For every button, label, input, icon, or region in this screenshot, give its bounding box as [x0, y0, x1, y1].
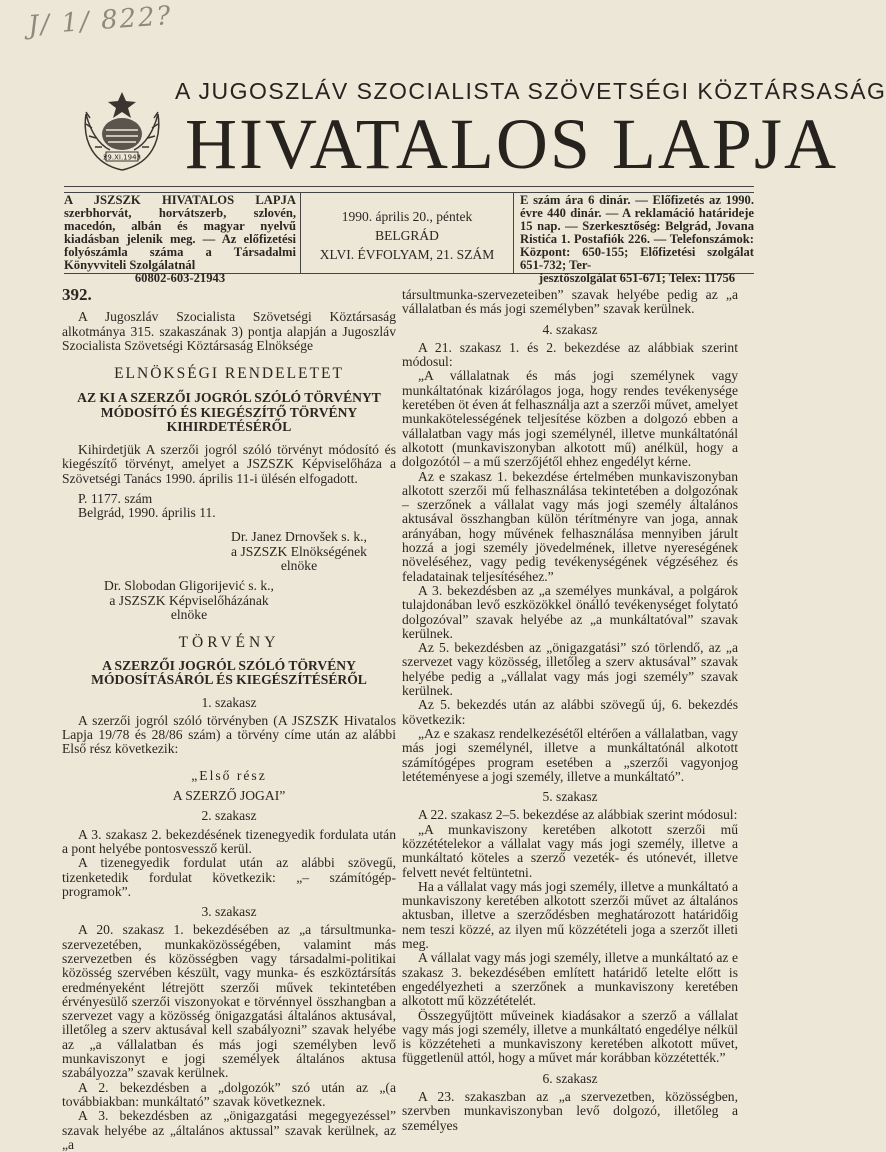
masthead-subtitle: A JUGOSZLÁV SZOCIALISTA SZÖVETSÉGI KÖZTÁRSASÁG	[175, 78, 886, 104]
section-4-para-7: „Az e szakasz rendelkezésétől eltérően a vállalatban, vagy más jogi személynél, illetve a munkáltatónál alkotott számítógépes program esetében a „szerzői vagyonjog letéteményese a jogi személy, illetve a munkáltató”.	[402, 725, 738, 784]
intro-paragraph: A Jugoszláv Szocialista Szövetségi Köztársaság alkotmánya 315. szakaszának 3) pontja alapján a Jugoszláv Szocialista Szövetségi Köztársaság Elnöksége	[62, 309, 396, 353]
issue-city: BELGRÁD	[375, 228, 439, 243]
issue-volume: XLVI. ÉVFOLYAM, 21. SZÁM	[319, 247, 495, 262]
law-heading: TÖRVÉNY	[178, 634, 280, 652]
section-4-para-3: Az e szakasz 1. bekezdése értelmében munkaviszonyban alkotott szerzői mű felhasználása tekintetében a dolgozónak – szerzőnek a vállalat vagy más jogi személy általános aktusával összhangban külön térítményre van joga, annak arányában, hogy művének felhasználása mennyiben járult hozzá a jogi személy jövedelmének, illetve nyereségének növeléséhez, vagy pedig tevékenységének végzéséhez és feladatainak teljesítéséhez.”	[402, 468, 738, 584]
section-4-para-4: A 3. bekezdésben az „a személyes munkával, a polgárok tulajdonában levő eszközökkel önálló tevékenységet folytató dolgozóval” szavak helyébe az „a munkáltatóval” szavak kerülnek.	[402, 582, 738, 641]
section-5-para-5: Összegyűjtött műveinek kiadásakor a szerző a vállalat vagy más jogi személy, illetve a munkáltató engedélye nélkül is közzéteheti a munkaviszony keretében alkotott művet, függetlenül attól, hogy a művet már korábban közzétették.”	[402, 1007, 738, 1066]
decree-heading: ELNÖKSÉGI RENDELETET	[114, 365, 344, 383]
proclamation-paragraph: Kihirdetjük A szerzői jogról szóló törvényt módosító és kiegészítő törvényt, amelyet a JSZSZK Képviselőháza a Szövetségi Tanács 1990. április 11-i ülésén elfogadott.	[62, 441, 396, 486]
section-5-para-2: „A munkaviszony keretében alkotott szerzői mű közzétételekor a vállalat vagy más jogi személy, illetve a munkáltató köteles a szerző vezeték- és utónevét, illetve felvett nevét feltüntetni.	[402, 821, 738, 880]
header-account: 60802-603-21943	[134, 271, 226, 285]
section-6-heading: 6. szakasz	[542, 1070, 598, 1086]
signature-2-role: a JSZSZK Képviselőházának	[109, 592, 269, 608]
decree-number: 392.	[62, 285, 92, 304]
section-3-para-3: A 3. bekezdésben az „önigazgatási megegyezéssel” szavak helyébe az „általános aktussal” szavak kerülnek, az „a	[62, 1108, 396, 1152]
header-info-box	[64, 192, 754, 285]
emblem-date: 29.XI.1943	[102, 153, 142, 162]
right-column	[402, 288, 738, 1133]
header-left-text: A JSZSZK HIVATALOS LAPJA szerbhorvát, horvátszerb, szlovén, macedón, albán és magyar nyelvű kiadásban jelenik meg. — Az előfizetési folyószámla száma a Társadalmi Könyvviteli Szolgálatnál	[64, 193, 296, 272]
place-date: Belgrád, 1990. április 11.	[78, 505, 216, 521]
section-5-heading: 5. szakasz	[542, 789, 598, 805]
signature-1-role: a JSZSZK Elnökségének	[231, 543, 367, 559]
signature-1-title: elnöke	[280, 558, 318, 574]
part-title: A SZERZŐ JOGAI”	[172, 788, 286, 804]
section-3-para-2: A 2. bekezdésben a „dolgozók” szó után az „(a továbbiakban: munkáltató” szavak következnek.	[62, 1079, 396, 1109]
section-6-para-1: A 23. szakaszban az „a szervezetben, közösségben, szervben munkaviszonyban levő dolgozó, illetőleg a személyes	[402, 1089, 738, 1133]
part-heading: „Első rész	[191, 767, 267, 783]
section-5-para-4: A vállalat vagy más jogi személy, illetve a munkáltató az e szakasz 3. bekezdésében említett határidő letelte előtt is engedélyezheti a szerzőnek a munkaviszony keretében alkotott mű közzétételét.	[402, 950, 738, 1009]
header-middle	[300, 193, 514, 273]
left-column	[62, 285, 396, 1152]
section-2-para-2: A tizenegyedik fordulat után az alábbi szövegű, tizenketedik fordulat következik: „– számítógép-programok”.	[62, 855, 396, 899]
section-5-para-1: A 22. szakasz 2–5. bekezdése az alábbiak szerint módosul:	[418, 807, 738, 823]
masthead-title: HIVATALOS LAPJA	[185, 104, 838, 184]
continuation-text: társultmunka-szervezeteiben” szavak helyébe pedig az „a vállalatban és más jogi személyben” szavak kerülnek.	[402, 287, 738, 317]
section-2-heading: 2. szakasz	[201, 808, 257, 824]
law-title: A SZERZŐI JOGRÓL SZÓLÓ TÖRVÉNY MÓDOSÍTÁSÁRÓL ÉS KIEGÉSZÍTÉSÉRŐL	[91, 657, 367, 688]
section-4-para-2: „A vállalatnak és más jogi személynek vagy munkáltatónak kizárólagos joga, hogy rendes tevékenysége keretében öt éven át felhasználja azt a szerzői művet, amelyet munkakötelességének teljesítése közben a dolgozó ebben a vállalatban vagy más jogi személynél, illetve munkáltatónál alkotott (munkaviszonyban alkotott mű) anélkül, hogy a dolgozótól – a mű szerzőjétől ehhez engedélyt kérne.	[402, 368, 738, 470]
section-3-heading: 3. szakasz	[201, 904, 257, 920]
section-4-para-1: A 21. szakasz 1. és 2. bekezdése az alábbiak szerint módosul:	[402, 339, 738, 370]
handwritten-note: J/ 1/ 822?	[27, 0, 174, 42]
section-1-text: A szerzői jogról szóló törvényben (A JSZSZK Hivatalos Lapja 19/78 és 28/86 szám) a törvény címe után az alábbi Első rész következik:	[62, 712, 396, 757]
p-number: P. 1177. szám	[78, 490, 153, 506]
section-3-para-1: A 20. szakasz 1. bekezdésében az „a társultmunka-szervezetében, munkaközösségében, valamint más szervezetben és közösségben vagy társadalmi-politikai közösség szervében készült, vagy munka- és eszköztársítás eredményeként létrejött szerzői művek tekintetében érvényesülő szerzői viszonyokat e törvénnyel összhangban a szervezet vagy a közösség önigazgatási általános aktusával, illetőleg a szerv aktusával kell szabályozni” szavak helyébe az „a vállalatban és más jogi személyben levő munkaviszonyt e jogi személyek általános aktusa szabályozza” szavak kerülnek.	[62, 922, 396, 1081]
header-right	[514, 193, 754, 285]
header-rule	[64, 186, 754, 187]
signature-2-name: Dr. Slobodan Gligorijević s. k.,	[104, 578, 274, 594]
header-left	[64, 193, 300, 285]
decree-title: AZ KI A SZERZŐI JOGRÓL SZÓLÓ TÖRVÉNYT MÓDOSÍTÓ ÉS KIEGÉSZÍTŐ TÖRVÉNY KIHIRDETÉSÉRŐL	[77, 390, 381, 435]
state-emblem-icon	[76, 84, 168, 176]
signature-2	[62, 579, 396, 622]
signature-1	[62, 530, 396, 573]
signature-2-title: elnöke	[170, 606, 208, 622]
section-2-para-1: A 3. szakasz 2. bekezdésének tizenegyedik fordulata után a pont helyébe pontosvessző kerül.	[62, 826, 396, 856]
section-5-para-3: Ha a vállalat vagy más jogi személy, illetve a munkáltató a munkaviszony keretében alkotott szerzői művet az általános aktusban, illetve a szerződésben meghatározott határidőig nem teszi közzé, az ilyen mű közzétételi joga a szerzőt illeti meg.	[402, 878, 738, 952]
issue-date: 1990. április 20., péntek	[341, 209, 473, 224]
header-right-text: E szám ára 6 dinár. — Előfizetés az 1990. évre 440 dinár. — A reklamáció határideje 15 nap. — Szerkesztőség: Belgrád, Jovana Ristića 1. Postafiók 226. — Telefonszámok: Központ: 650-155; Előfizetési szolgálat 651-732; Ter-	[520, 193, 754, 272]
header-right-last: jesztőszolgálat 651-671; Telex: 11756	[538, 271, 736, 285]
signature-1-name: Dr. Janez Drnovšek s. k.,	[231, 529, 367, 545]
section-4-para-6: Az 5. bekezdés után az alábbi szövegű új, 6. bekezdés következik:	[402, 697, 738, 727]
section-1-heading: 1. szakasz	[201, 694, 257, 710]
section-4-para-5: Az 5. bekezdésben az „önigazgatási” szó törlendő, az „a szervezet vagy közösség, illetőleg a szerv aktusával” szavak helyébe pedig a „vállalat vagy más jogi személy” szavak kerülnek.	[402, 640, 738, 699]
section-4-heading: 4. szakasz	[542, 321, 598, 337]
